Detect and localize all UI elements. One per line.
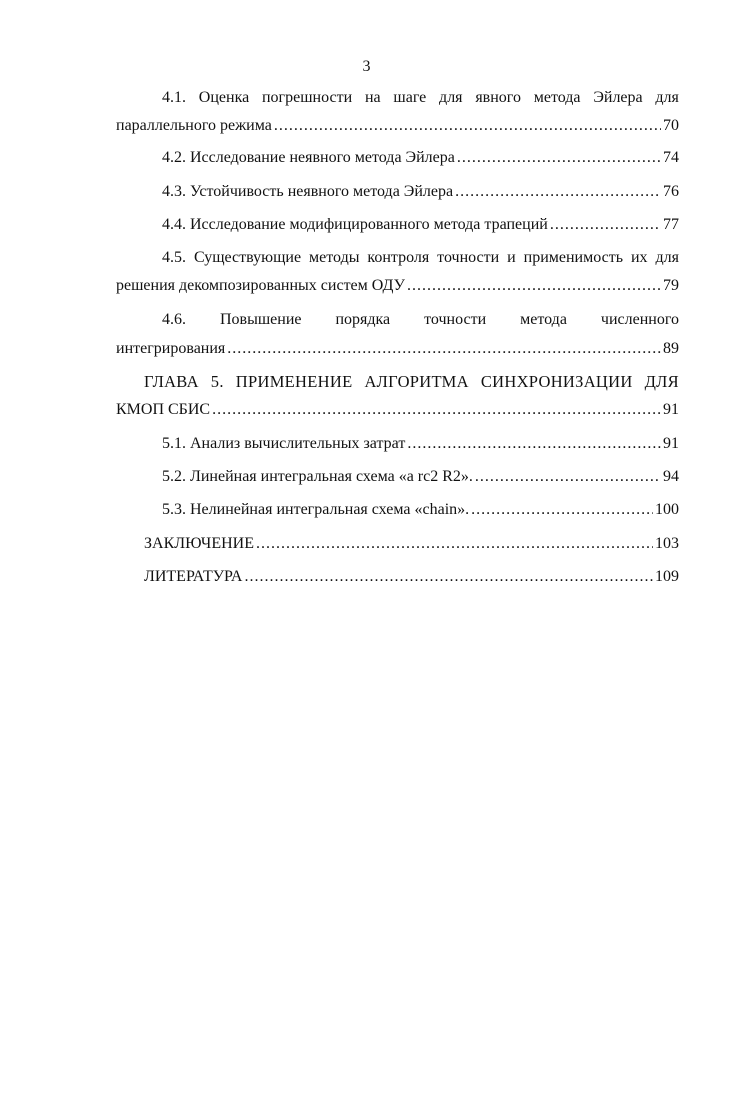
word: ПРИМЕНЕНИЕ [235, 372, 353, 391]
word: 5. [210, 372, 224, 391]
toc-chapter-5-first-line [144, 372, 679, 392]
dot-leader [455, 182, 661, 202]
toc-4-5-first-line [162, 248, 679, 268]
toc-page-number: 76 [663, 183, 679, 200]
word: СИНХРОНИЗАЦИИ [480, 372, 633, 391]
word: методы [309, 249, 360, 266]
word: метода [533, 89, 581, 106]
toc-entry-title: 4.3. Устойчивость неявного метода Эйлера [162, 183, 454, 200]
word: Повышение [219, 311, 302, 328]
word: применимость [523, 249, 624, 266]
dot-leader [457, 148, 661, 168]
word: точности [437, 249, 500, 266]
toc-5-2[interactable] [162, 467, 679, 487]
toc-4-1-cont[interactable] [116, 116, 679, 136]
dot-leader [407, 276, 661, 296]
toc-chapter-5-cont[interactable] [116, 400, 679, 420]
word: контроля [367, 249, 430, 266]
dot-leader [227, 339, 661, 359]
word: для [655, 249, 679, 266]
word: точности [424, 311, 487, 328]
toc-page-number: 89 [663, 340, 679, 357]
dot-leader [256, 534, 653, 554]
word: для [439, 89, 463, 106]
word: на [364, 89, 381, 106]
word: 4.5. [162, 249, 186, 266]
word: для [655, 89, 679, 106]
toc-page-number: 91 [663, 401, 679, 418]
toc-entry-title: 4.2. Исследование неявного метода Эйлера [162, 149, 455, 166]
toc-4-5-cont[interactable] [116, 276, 679, 296]
toc-4-4[interactable] [162, 215, 679, 235]
toc-4-2[interactable] [162, 148, 679, 168]
toc-entry-title: 5.3. Нелинейная интегральная схема «chain». [162, 501, 470, 518]
toc-page-number: 74 [663, 149, 679, 166]
toc-page-number: 109 [655, 568, 679, 585]
toc-page-number: 91 [663, 435, 679, 452]
word: АЛГОРИТМА [364, 372, 469, 391]
page-number: 3 [362, 58, 371, 75]
toc-entry-title: ЗАКЛЮЧЕНИЕ [144, 535, 254, 552]
word: явного [475, 89, 521, 106]
word: Эйлера [593, 89, 643, 106]
toc-4-6-cont[interactable] [116, 339, 679, 359]
toc-5-3[interactable] [162, 500, 679, 520]
toc-page-number: 79 [663, 277, 679, 294]
word: порядка [335, 311, 391, 328]
toc-4-3[interactable] [162, 182, 679, 202]
toc-4-1-first-line [162, 88, 679, 108]
word: численного [600, 311, 679, 328]
toc-entry-title: интегрирования [116, 340, 226, 357]
toc-conclusion[interactable] [144, 534, 679, 554]
word: метода [520, 311, 567, 328]
word: 4.1. [162, 89, 186, 106]
toc-5-1[interactable] [162, 434, 679, 454]
dot-leader [244, 567, 653, 587]
dot-leader [550, 215, 661, 235]
word: 4.6. [162, 311, 186, 328]
toc-entry-title: параллельного режима [116, 117, 272, 134]
toc-literature[interactable] [144, 567, 679, 587]
dot-leader [475, 467, 661, 487]
toc-entry-title: 4.4. Исследование модифицированного метода трапеций [162, 216, 548, 233]
word: ДЛЯ [644, 372, 679, 391]
toc-page-number: 77 [663, 216, 679, 233]
toc-4-6-first-line [162, 310, 679, 330]
dot-leader [407, 434, 661, 454]
toc-entry-title: решения декомпозированных систем ОДУ [116, 277, 405, 294]
toc-entry-title: КМОП СБИС [116, 401, 211, 418]
dot-leader [212, 400, 661, 420]
word: погрешности [261, 89, 353, 106]
word: ГЛАВА [144, 372, 199, 391]
word: и [507, 249, 516, 266]
toc-page-number: 103 [655, 535, 679, 552]
toc-entry-title: ЛИТЕРАТУРА [144, 568, 243, 585]
dot-leader [274, 116, 661, 136]
word: шаге [393, 89, 427, 106]
toc-page-number: 94 [663, 468, 679, 485]
toc-entry-title: 5.2. Линейная интегральная схема «a rc2 R2». [162, 468, 473, 485]
word: их [630, 249, 648, 266]
toc-entry-title: 5.1. Анализ вычислительных затрат [162, 435, 406, 452]
toc-page-number: 100 [655, 501, 679, 518]
word: Оценка [198, 89, 250, 106]
toc-page-number: 70 [663, 117, 679, 134]
dot-leader [471, 500, 653, 520]
word: Существующие [193, 249, 302, 266]
